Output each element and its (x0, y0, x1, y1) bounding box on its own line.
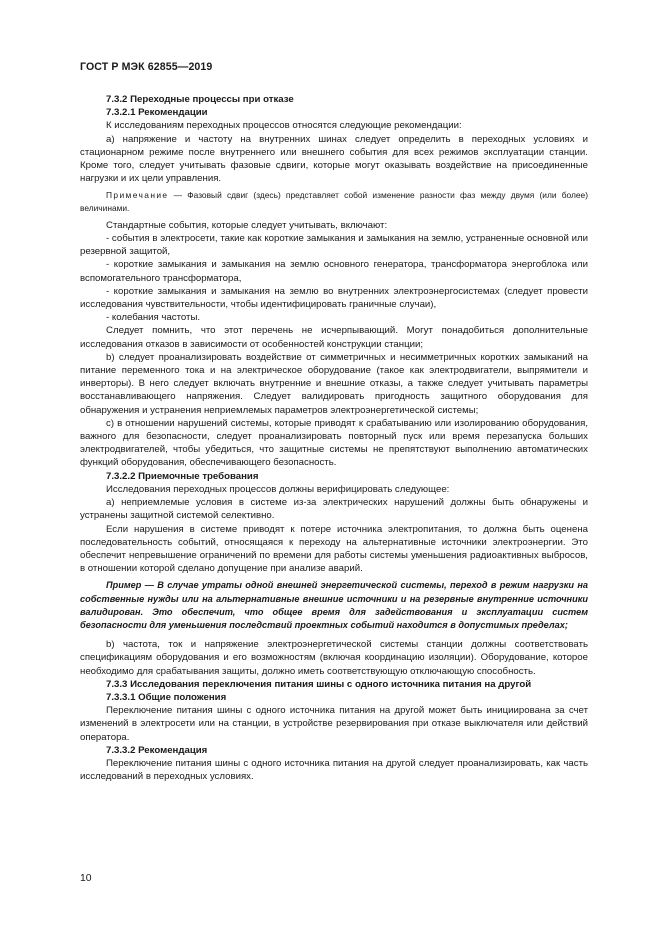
page-number: 10 (80, 873, 92, 884)
paragraph: Следует помнить, что этот перечень не исчерпывающий. Могут понадобиться дополнительные исследования отказов в зависимости от особенностей конструкции станции; (80, 325, 588, 350)
paragraph: Переключение питания шины с одного источника питания на другой может быть инициирована за счет изменений в электросети или на станции, в устройстве резервирования при отказе выключателя или действий оператора. (80, 705, 588, 743)
list-item: - короткие замыкания и замыкания на землю во внутренних электроэнергосистемах (следует провести исследования чувствительности, чтобы идентифицировать граничные случаи), (80, 285, 588, 311)
paragraph: с) в отношении нарушений системы, которые приводят к срабатыванию или изолированию оборудования, важного для безопасности, следует проанализировать повторный пуск или время перезапуска больших электродвигателей, чтобы убедиться, что защитные системы не препятствуют выполнению автоматических функций оборудования, обеспечивающего безопасность. (80, 417, 588, 469)
paragraph: Стандартные события, которые следует учитывать, включают: (106, 219, 388, 231)
subsection-heading-7-3-2-2: 7.3.2.2 Приемочные требования (106, 470, 259, 482)
section-heading-7-3-3: 7.3.3 Исследования переключения питания шины с одного источника питания на другой (106, 678, 532, 690)
note (80, 189, 588, 213)
list-item: - события в электросети, такие как короткие замыкания и замыкания на землю, устраненные основной или резервной защитой, (80, 233, 588, 258)
paragraph: b) частота, ток и напряжение электроэнергетической системы станции должны соответствовать спецификациям оборудования и его возможностям (включая координацию изоляции). Оборудование, которое необходимо для срабатывания защиты, должно иметь соответствующую отключающую способность. (80, 639, 588, 677)
example: Пример — В случае утраты одной внешней энергетической системы, переход в режим нагрузки на собственные нужды или на альтернативные внешние источники и на резервные внутренние источники валидирован. Это обеспечит, что общее время для задействования и эксплуатации систем безопасности для уменьшения последствий проектных событий находится в допустимых пределах; (80, 580, 588, 630)
paragraph: К исследованиям переходных процессов относятся следующие рекомендации: (106, 120, 462, 132)
paragraph: а) неприемлемые условия в системе из-за электрических нарушений должны быть обнаружены и устранены защитной системой селективно. (80, 497, 588, 522)
note-text: — Фазовый сдвиг (здесь) представляет собой изменение разности фаз между двумя (или более) величинами. (80, 190, 588, 213)
note-label: Примечание (106, 190, 169, 201)
paragraph: Исследования переходных процессов должны верифицировать следующее: (106, 483, 450, 495)
document-body (80, 93, 588, 783)
paragraph: b) следует проанализировать воздействие от симметричных и несимметричных коротких замыканий на питание переменного тока и на электрическое оборудование (такое как электродвигатели, выпрямители и инверторы). В него следует включать внутренние и внешние отказы, а также следует учитывать параметры восстанавливающего напряжения. Следует валидировать пригодность защитного оборудования для обнаружения и устранения неприемлемых параметров электроэнергетической системы; (80, 351, 588, 416)
subsection-heading-7-3-3-2: 7.3.3.2 Рекомендация (106, 744, 208, 756)
paragraph: а) напряжение и частоту на внутренних шинах следует определить в переходных условиях и стационарном режиме после внутреннего или внешнего события для всех режимов эксплуатации станции. Кроме того, следует учитывать фазовые сдвиги, которые могут оказывать воздействие на присоединенные нагрузки и их цели управления. (80, 133, 588, 185)
paragraph: Если нарушения в системе приводят к потере источника электропитания, то должна быть оценена последовательность событий, относящаяся к переходу на альтернативные источники электроэнергии. Это обеспечит непревышение ограничений по времени для работы системы уменьшения радиоактивных выбросов, в отношении которой сделано допущение при анализе аварий. (80, 523, 588, 575)
section-heading-7-3-2: 7.3.2 Переходные процессы при отказе (106, 94, 294, 105)
list-item: - колебания частоты. (106, 312, 201, 324)
document-header: ГОСТ Р МЭК 62855—2019 (80, 61, 213, 73)
subsection-heading-7-3-3-1: 7.3.3.1 Общие положения (106, 691, 227, 703)
subsection-heading-7-3-2-1: 7.3.2.1 Рекомендации (106, 107, 208, 119)
list-item: - короткие замыкания и замыкания на землю основного генератора, трансформатора энергоблока или вспомогательного трансформатора, (80, 259, 588, 284)
paragraph: Переключение питания шины с одного источника питания на другой следует проанализировать, как часть исследований в переходных условиях. (80, 757, 588, 783)
